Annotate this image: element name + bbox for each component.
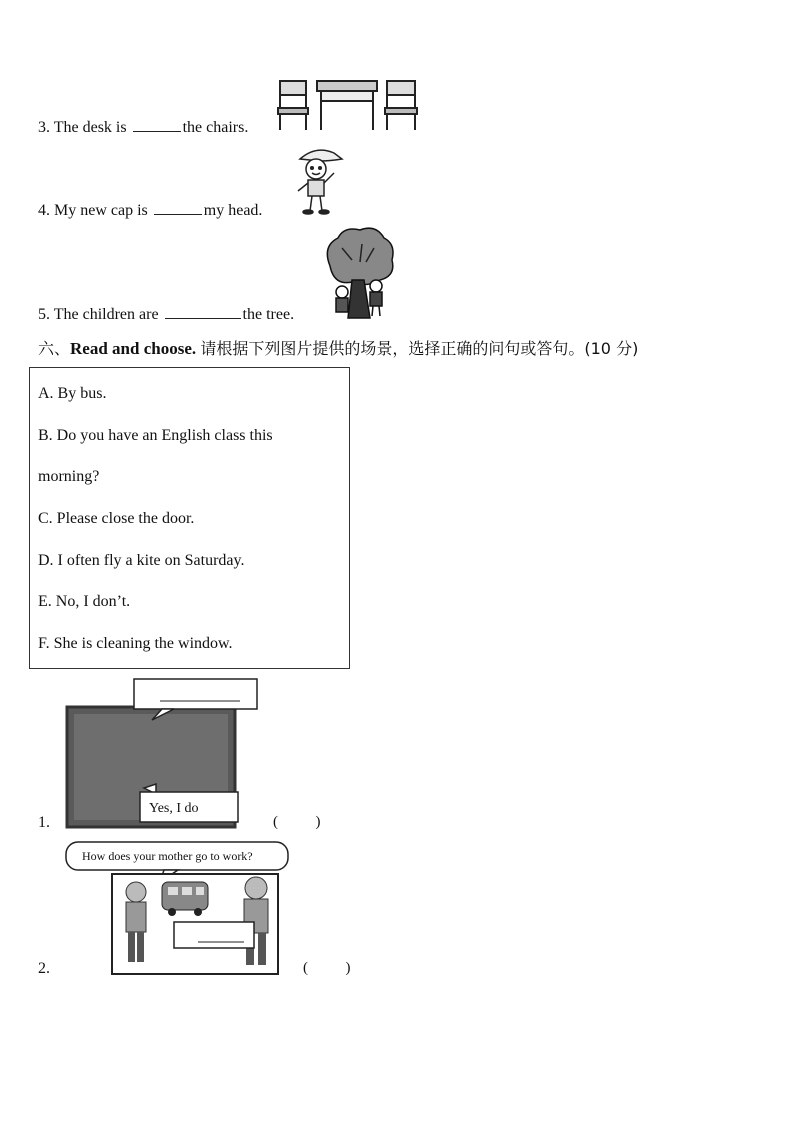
section-heading (38, 336, 638, 359)
question-4 (38, 200, 262, 220)
question-number: 3. (38, 119, 50, 136)
item-1-answer-paren[interactable]: ( ) (273, 814, 321, 830)
question-number: 5. (38, 306, 50, 323)
boy-with-cap-picture (290, 143, 345, 215)
section-instruction-zh: 请根据下列图片提供的场景，选择正确的问句或答句。(10 分) (200, 339, 639, 358)
item-1-bubble-text: Yes, I do (149, 801, 199, 816)
question-text-before: My new cap is (54, 202, 148, 219)
section-title-en: Read and choose. (70, 339, 197, 358)
answer-blank[interactable] (154, 200, 202, 215)
question-5 (38, 304, 294, 324)
question-text-after: my head. (203, 202, 263, 219)
answer-blank[interactable] (133, 117, 181, 132)
options-box (29, 367, 350, 669)
item-1-number: 1. (38, 814, 50, 831)
question-3 (38, 117, 248, 137)
option-c: C. Please close the door. (38, 510, 195, 527)
option-e: E. No, I don’t. (38, 593, 131, 610)
question-text-before: The children are (53, 306, 159, 323)
question-text-before: The desk is (53, 119, 127, 136)
question-text-after: the chairs. (182, 119, 249, 136)
item-2-bubble-text: How does your mother go to work? (82, 849, 253, 863)
option-b-cont: morning? (38, 468, 100, 485)
section-number: 六、 (38, 339, 71, 358)
question-text-after: the tree. (242, 306, 295, 323)
item-2-number: 2. (38, 960, 50, 977)
option-b: B. Do you have an English class this (38, 427, 273, 444)
option-d: D. I often fly a kite on Saturday. (38, 552, 245, 569)
question-number: 4. (38, 202, 50, 219)
chairs-desk-picture (275, 78, 423, 133)
answer-blank[interactable] (165, 304, 241, 319)
option-f: F. She is cleaning the window. (38, 635, 233, 652)
children-under-tree-picture (322, 226, 396, 320)
option-a: A. By bus. (38, 385, 107, 402)
item-2-answer-paren[interactable]: ( ) (303, 960, 351, 976)
